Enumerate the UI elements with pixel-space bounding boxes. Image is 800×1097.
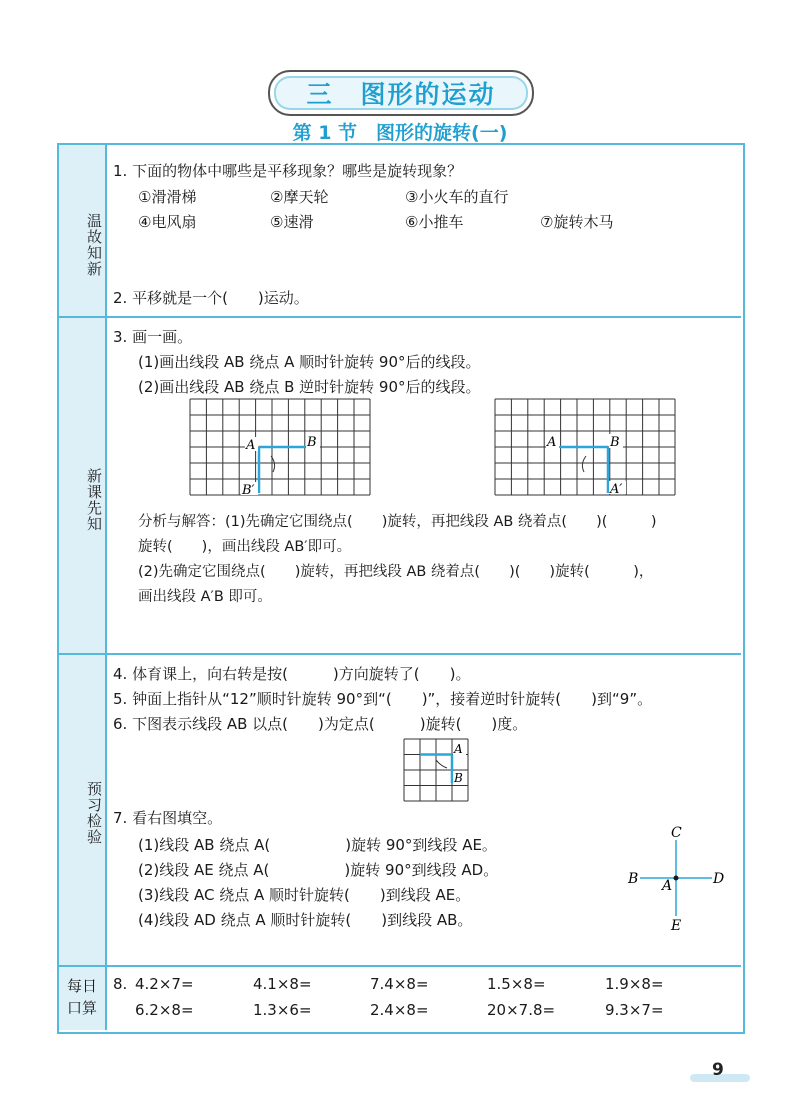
- label-c: C: [671, 825, 682, 841]
- section-divider: [59, 965, 741, 967]
- section-divider: [59, 316, 741, 318]
- q7-stem: 7. 看右图填空。: [113, 809, 223, 827]
- daily-calc-label-text: 每日口算: [66, 977, 97, 1017]
- calc-item: 1.5×8=: [487, 975, 546, 993]
- q4: 4. 体育课上，向右转是按( )方向旋转了( )。: [113, 665, 471, 683]
- rotation-arrow-icon: [436, 760, 447, 768]
- label-a: A: [547, 435, 557, 450]
- q1-option: ③小火车的直行: [405, 188, 509, 206]
- q3-grid-2: [494, 398, 676, 498]
- label-b: B: [454, 771, 463, 785]
- q1-option: ②摩天轮: [270, 188, 329, 206]
- label-a: A: [454, 742, 463, 756]
- label-b-prime: B′: [242, 483, 255, 498]
- q3-part2: (2)画出线段 AB 绕点 B 逆时针旋转 90°后的线段。: [138, 378, 481, 396]
- q7-line: (3)线段 AC 绕点 A 顺时针旋转( )到线段 AE。: [138, 886, 471, 904]
- label-b: B: [628, 871, 639, 887]
- label-b: B: [307, 435, 317, 450]
- calc-item: 1.9×8=: [605, 975, 664, 993]
- section-label-preview-check: 预习检验: [85, 781, 103, 845]
- q1-option: ⑦旋转木马: [540, 213, 614, 231]
- calc-item: 9.3×7=: [605, 1001, 664, 1019]
- section-divider: [59, 653, 741, 655]
- q3-analysis-line: 画出线段 A′B 即可。: [138, 589, 272, 605]
- section-label-review: 温故知新: [85, 213, 103, 277]
- section-label-new-lesson: 新课先知: [85, 468, 103, 532]
- sidebar-divider: [105, 145, 107, 1030]
- label-b: B: [610, 435, 620, 450]
- q6-grid: [403, 738, 469, 802]
- q3-analysis-line: 分析与解答：(1)先确定它围绕点( )旋转，再把线段 AB 绕着点( )( ): [138, 514, 657, 530]
- q8-number: 8.: [113, 975, 128, 993]
- q7-cross-figure: [620, 820, 730, 935]
- point-a: [674, 876, 679, 881]
- q3-analysis-line: (2)先确定它围绕点( )旋转，再把线段 AB 绕着点( )( )旋转( )，: [138, 564, 654, 580]
- section-title: 第 1 节 图形的旋转(一): [292, 122, 508, 144]
- calc-item: 7.4×8=: [370, 975, 429, 993]
- calc-item: 1.3×6=: [253, 1001, 312, 1019]
- chapter-title: [268, 70, 534, 116]
- q7-line: (1)线段 AB 绕点 A( )旋转 90°到线段 AE。: [138, 836, 497, 854]
- q1-option: ④电风扇: [138, 213, 197, 231]
- rotation-arrow-icon: [582, 456, 586, 472]
- q7-line: (4)线段 AD 绕点 A 顺时针旋转( )到线段 AB。: [138, 911, 473, 929]
- q1-stem: 1. 下面的物体中哪些是平移现象？哪些是旋转现象？: [113, 162, 463, 180]
- calc-item: 20×7.8=: [487, 1001, 556, 1019]
- q3-part1: (1)画出线段 AB 绕点 A 顺时针旋转 90°后的线段。: [138, 353, 481, 371]
- q1-option: ⑤速滑: [270, 213, 314, 231]
- q1-option: ⑥小推车: [405, 213, 464, 231]
- label-a-prime: A′: [610, 482, 623, 497]
- q7-line: (2)线段 AE 绕点 A( )旋转 90°到线段 AD。: [138, 861, 499, 879]
- label-d: D: [713, 871, 725, 887]
- q6-stem: 6. 下图表示线段 AB 以点( )为定点( )旋转( )度。: [113, 715, 528, 733]
- calc-item: 2.4×8=: [370, 1001, 429, 1019]
- calc-item: 4.1×8=: [253, 975, 312, 993]
- label-a: A: [662, 878, 673, 894]
- q3-grid-1: [189, 398, 371, 498]
- section-label-daily-calc: [59, 975, 105, 1019]
- q3-stem: 3. 画一画。: [113, 328, 193, 346]
- calc-item: 4.2×7=: [135, 975, 194, 993]
- label-e: E: [671, 918, 682, 934]
- label-a: A: [246, 438, 256, 453]
- q5: 5. 钟面上指针从“12”顺时针旋转 90°到“( )”，接着逆时针旋转( )到“9”。: [113, 690, 653, 708]
- q2-stem: 2. 平移就是一个( )运动。: [113, 289, 309, 307]
- calc-item: 6.2×8=: [135, 1001, 194, 1019]
- q1-option: ①滑滑梯: [138, 188, 197, 206]
- page-number: 9: [712, 1060, 724, 1080]
- q3-analysis-line: 旋转( )，画出线段 AB′即可。: [138, 539, 352, 555]
- chapter-title-text: 三 图形的运动: [306, 80, 496, 109]
